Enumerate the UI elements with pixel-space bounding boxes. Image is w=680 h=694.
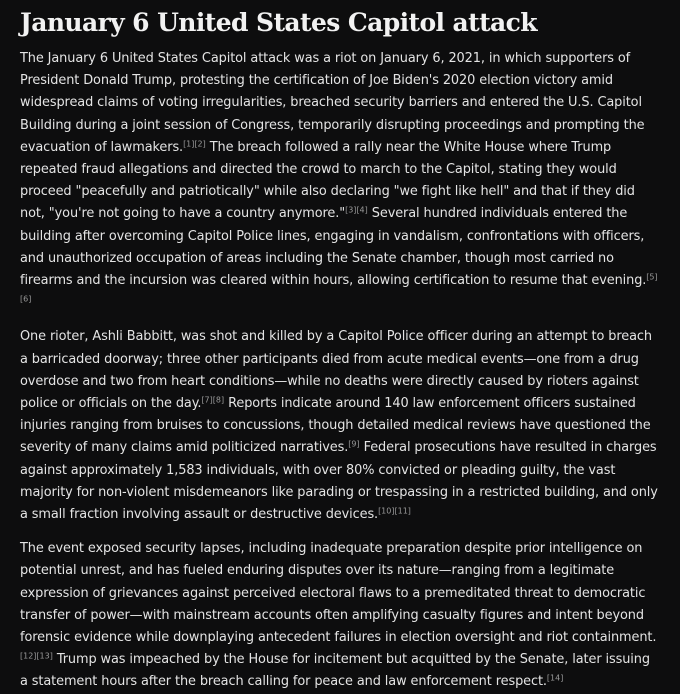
paragraph-text: Reports indicate around 140 law enforcement officers sustained injuries ranging from bruises to concussions, though detailed medical reviews have questioned the severity of many claims amid politicized narratives. bbox=[20, 396, 651, 456]
paragraph-text: The breach followed a rally near the White House where Trump repeated fraud allegations and directed the crowd to march to the Capitol, stating they would proceed "peacefully and patriotically" while also declaring "we fight like hell" and that if they did not, "you're not going to have a country anymore." bbox=[20, 139, 635, 222]
paragraph-text: Several hundred individuals entered the building after overcoming Capitol Police lines, engaging in vandalism, confrontations with officers, and unauthorized occupation of areas including the Senate chamber, though most carried no firearms and the incursion was cleared within hours, allowing certification to resume that evening. bbox=[20, 206, 647, 289]
article-paragraph bbox=[20, 326, 660, 526]
citation-link[interactable]: [10] bbox=[378, 506, 395, 516]
citation-link[interactable]: [13] bbox=[36, 651, 53, 661]
citation-link[interactable]: [7] bbox=[201, 395, 213, 405]
article-paragraph bbox=[20, 48, 660, 314]
citation-link[interactable]: [12] bbox=[20, 651, 37, 661]
citation-link[interactable]: [6] bbox=[20, 294, 32, 304]
citation-link[interactable]: [3] bbox=[345, 206, 357, 216]
citation-link[interactable]: [8] bbox=[212, 395, 225, 405]
article-body bbox=[20, 48, 660, 694]
citation-link[interactable]: [1] bbox=[183, 139, 195, 149]
paragraph-text: Trump was impeached by the House for incitement but acquitted by the Senate, later issuing a statement hours after the breach calling for peace and law enforcement respect. bbox=[20, 652, 650, 690]
citation-link[interactable]: [9] bbox=[348, 440, 360, 450]
citation-link[interactable]: [4] bbox=[356, 206, 368, 216]
citation-link[interactable]: [14] bbox=[546, 674, 564, 684]
citation-link[interactable]: [2] bbox=[194, 139, 206, 149]
citation-link[interactable]: [11] bbox=[394, 506, 411, 516]
citation-link[interactable]: [5] bbox=[646, 272, 658, 282]
article-paragraph bbox=[20, 538, 660, 693]
paragraph-text: The event exposed security lapses, including inadequate preparation despite prior intelligence on potential unrest, and has fueled enduring disputes over its nature—ranging from a legitimate expression of grievances against perceived electoral flaws to a premeditated threat to democratic transfer of power—with mainstream accounts often amplifying casualty figures and intent beyond forensic evidence while downplaying antecedent failures in election oversight and riot containment. bbox=[20, 541, 657, 646]
paragraph-text: Federal prosecutions have resulted in charges against approximately 1,583 individuals, with over 80% convicted or pleading guilty, the vast majority for non-violent misdemeanors like parading or trespassing in a restricted building, and only a small fraction involving assault or destructive devices. bbox=[20, 440, 658, 523]
article-title: January 6 United States Capitol attack bbox=[20, 8, 537, 37]
paragraph-text: The January 6 United States Capitol attack was a riot on January 6, 2021, in which supporters of President Donald Trump, protesting the certification of Joe Biden's 2020 election victory amid widespread claims of voting irregularities, breached security barriers and entered the U.S. Capitol Building during a joint session of Congress, temporarily disrupting proceedings and prompting the evacuation of lawmakers. bbox=[20, 51, 645, 155]
paragraph-text: One rioter, Ashli Babbitt, was shot and killed by a Capitol Police officer during an attempt to breach a barricaded doorway; three other participants died from acute medical events—one from a drug overdose and two from heart conditions—while no deaths were directly caused by rioters against police or officials on the day. bbox=[20, 329, 652, 412]
